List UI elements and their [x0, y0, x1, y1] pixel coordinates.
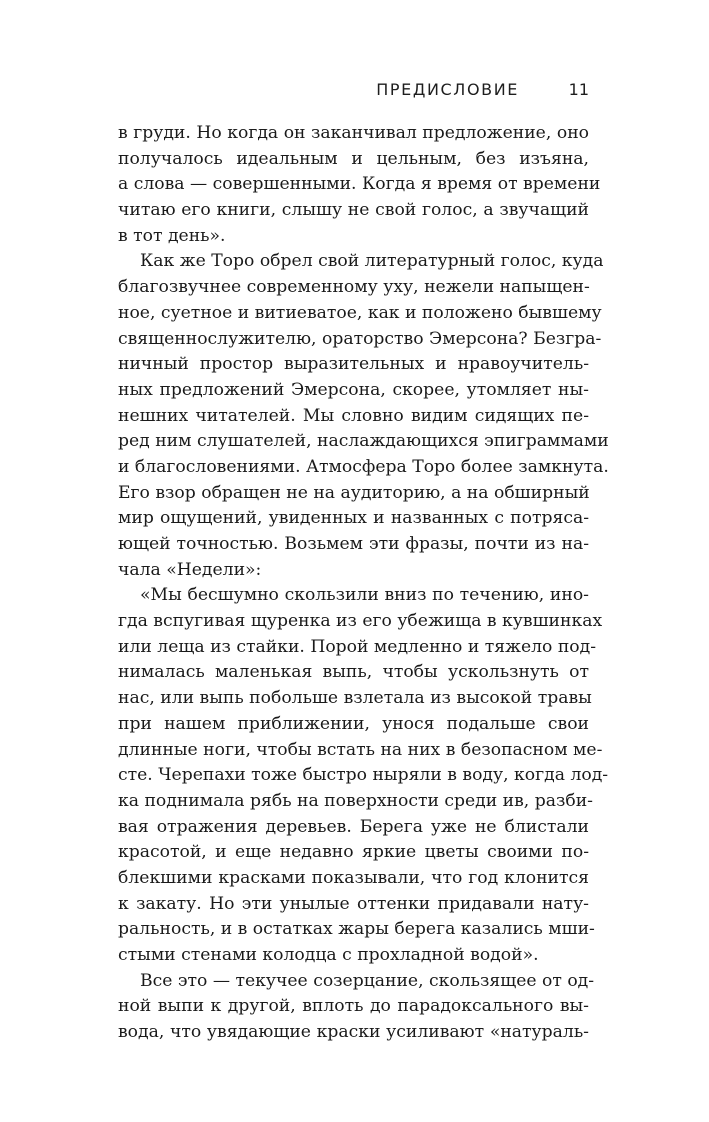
- text-line: Его взор обращен не на аудиторию, а на обширный: [118, 482, 590, 503]
- text-line: красотой, и еще недавно яркие цветы своими по-: [118, 842, 589, 863]
- running-header: [118, 78, 589, 102]
- text-line: ничный простор выразительных и нравоучитель-: [118, 354, 589, 375]
- text-line: ной выпи к другой, вплоть до парадоксального вы-: [118, 996, 589, 1017]
- text-line: стыми стенами колодца с прохладной водой».: [118, 945, 539, 965]
- body-text: [118, 121, 609, 1046]
- text-line: благозвучнее современному уху, нежели напыщен-: [118, 277, 590, 298]
- text-line: нешних читателей. Мы словно видим сидящих пе-: [118, 405, 589, 426]
- text-line: вода, что увядающие краски усиливают «натураль-: [118, 1022, 589, 1043]
- text-line: в тот день».: [118, 225, 226, 246]
- text-line: Все это — текучее созерцание, скользящее от од-: [140, 970, 595, 991]
- text-line: ральность, и в остатках жары берега казались мши-: [118, 919, 595, 940]
- chapter-title: ПРЕДИСЛОВИЕ: [376, 80, 519, 99]
- text-line: или леща из стайки. Порой медленно и тяжело под-: [118, 636, 597, 657]
- text-line: Как же Торо обрел свой литературный голос, куда: [140, 251, 604, 272]
- text-line: а слова — совершенными. Когда я время от времени: [118, 174, 601, 195]
- text-line: ред ним слушателей, наслаждающихся эпиграммами: [118, 431, 609, 452]
- page-number: 11: [568, 80, 589, 99]
- text-line: гда вспугивая щуренка из его убежища в кувшинках: [118, 611, 603, 632]
- text-line: чала «Недели»:: [118, 559, 262, 580]
- text-line: ка поднимала рябь на поверхности среди ив, разби-: [118, 790, 593, 811]
- text-line: получалось идеальным и цельным, без изъяна,: [118, 148, 589, 169]
- text-line: к закату. Но эти унылые оттенки придавали нату-: [118, 893, 589, 914]
- text-line: в груди. Но когда он заканчивал предложение, оно: [118, 123, 589, 143]
- text-line: длинные ноги, чтобы встать на них в безопасном ме-: [118, 739, 603, 760]
- text-line: мир ощущений, увиденных и названных с потрясa-: [118, 508, 589, 529]
- text-line: нас, или выпь побольше взлетала из высокой травы: [118, 688, 592, 709]
- text-line: «Мы бесшумно скользили вниз по течению, ино-: [140, 585, 589, 606]
- text-line: и благословениями. Атмосфера Торо более замкнута.: [118, 456, 609, 477]
- text-line: сте. Черепахи тоже быстро ныряли в воду, когда лод-: [118, 765, 609, 786]
- text-line: нималась маленькая выпь, чтобы ускользнуть от: [118, 662, 589, 683]
- text-line: священнослужителю, ораторство Эмерсона? Безгра-: [118, 328, 602, 349]
- text-line: блекшими красками показывали, что год клонится: [118, 867, 589, 888]
- text-line: ющей точностью. Возьмем эти фразы, почти из на-: [118, 534, 589, 554]
- text-line: ных предложений Эмерсона, скорее, утомляет ны-: [118, 379, 589, 400]
- text-line: при нашем приближении, унося подальше свои: [118, 713, 589, 734]
- text-line: вая отражения деревьев. Берега уже не блистали: [118, 816, 589, 837]
- text-line: читаю его книги, слышу не свой голос, а звучащий: [118, 200, 589, 221]
- text-line: ное, суетное и витиеватое, как и положено бывшему: [118, 302, 602, 323]
